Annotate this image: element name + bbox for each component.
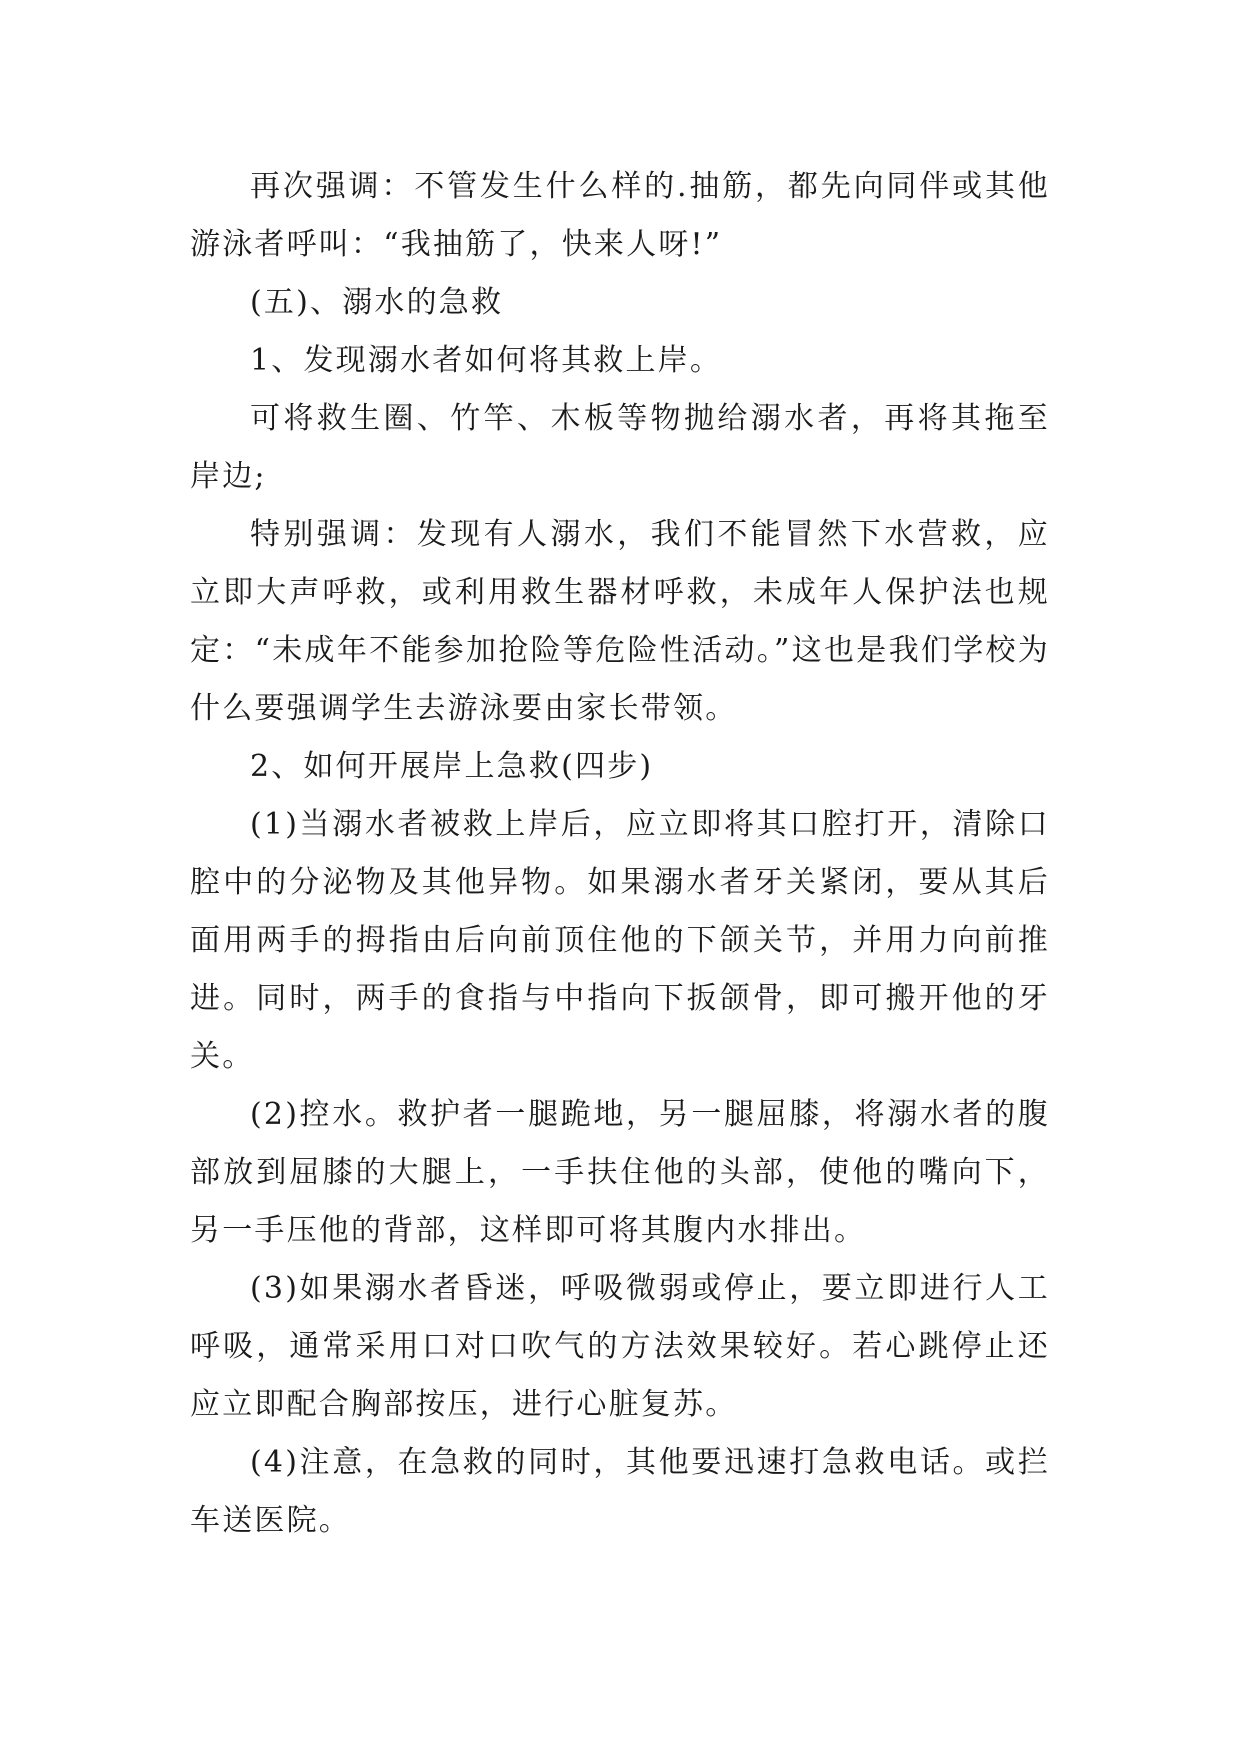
paragraph-step-3: (3)如果溺水者昏迷，呼吸微弱或停止，要立即进行人工呼吸，通常采用口对口吹气的方法效果较好。若心跳停止还应立即配合胸部按压，进行心脏复苏。 [190, 1271, 1050, 1422]
paragraph-step-2: (2)控水。救护者一腿跪地，另一腿屈膝，将溺水者的腹部放到屈膝的大腿上，一手扶住他的头部，使他的嘴向下，另一手压他的背部，这样即可将其腹内水排出。 [190, 1097, 1050, 1248]
paragraph-special-emphasis: 特别强调：发现有人溺水，我们不能冒然下水营救，应立即大声呼救，或利用救生器材呼救，未成年人保护法也规定：“未成年不能参加抢险等危险性活动。”这也是我们学校为什么要强调学生去游泳要由家长带领。 [190, 517, 1050, 726]
paragraph-step-4: (4)注意，在急救的同时，其他要迅速打急救电话。或拦车送医院。 [190, 1445, 1050, 1538]
paragraph-throw-float: 可将救生圈、竹竿、木板等物抛给溺水者，再将其拖至岸边; [190, 401, 1050, 494]
subheading-rescue-to-shore: 1、发现溺水者如何将其救上岸。 [250, 343, 723, 378]
heading-drowning-first-aid: (五)、溺水的急救 [250, 285, 504, 320]
subheading-shore-first-aid: 2、如何开展岸上急救(四步) [250, 749, 654, 784]
document-page [190, 158, 1050, 1550]
paragraph-emphasis-cramp: 再次强调：不管发生什么样的.抽筋，都先向同伴或其他游泳者呼叫：“我抽筋了，快来人呀!” [190, 169, 1050, 262]
paragraph-step-1: (1)当溺水者被救上岸后，应立即将其口腔打开，清除口腔中的分泌物及其他异物。如果溺水者牙关紧闭，要从其后面用两手的拇指由后向前顶住他的下颌关节，并用力向前推进。同时，两手的食指与中指向下扳颌骨，即可搬开他的牙关。 [190, 807, 1050, 1074]
